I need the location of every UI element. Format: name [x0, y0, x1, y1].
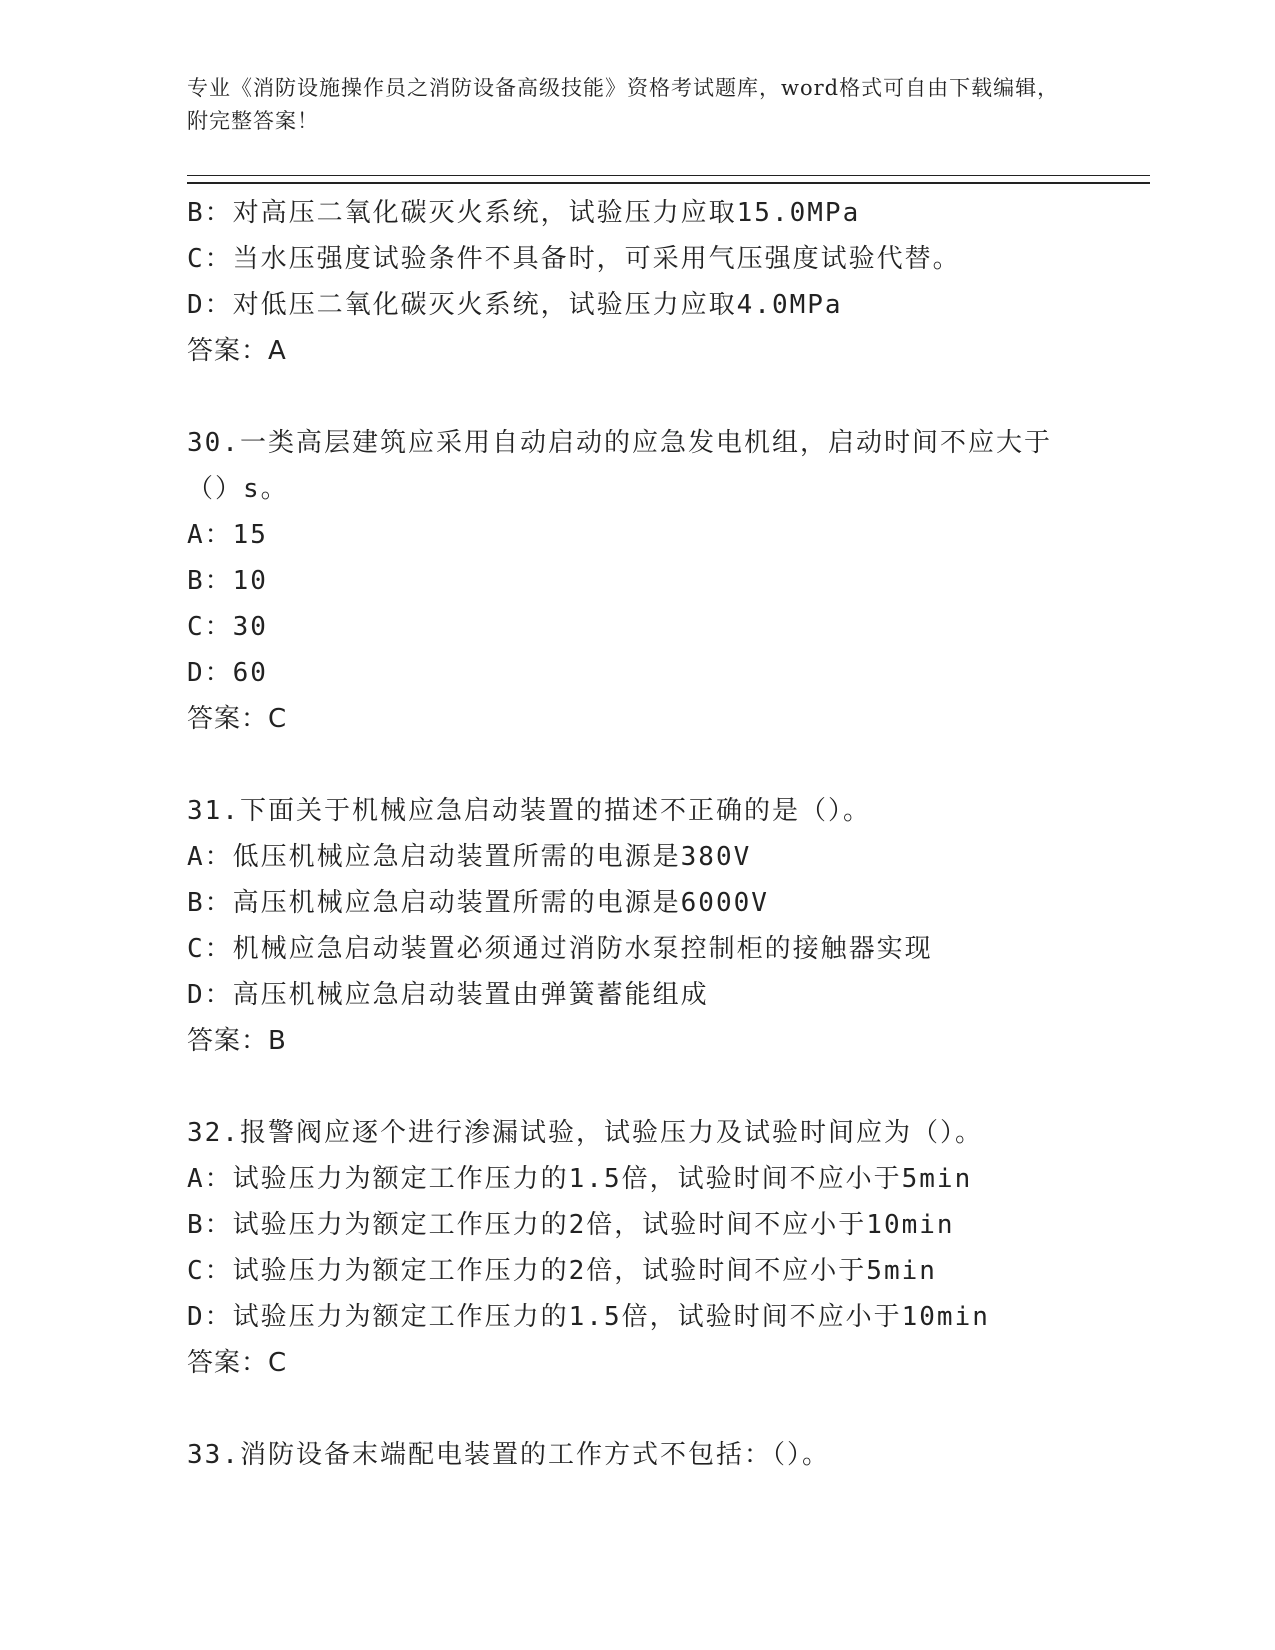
question-stem: 30.一类高层建筑应采用自动启动的应急发电机组，启动时间不应大于（）s。 — [187, 428, 1052, 504]
document-header: 专业《消防设施操作员之消防设备高级技能》资格考试题库，word格式可自由下载编辑，附完整答案！ — [187, 76, 1060, 133]
option-c: C：试验压力为额定工作压力的2倍，试验时间不应小于5min — [187, 1256, 937, 1286]
question-32 — [187, 1110, 1147, 1386]
option-c: C：当水压强度试验条件不具备时，可采用气压强度试验代替。 — [187, 244, 961, 274]
question-33 — [187, 1432, 1147, 1478]
option-a: A：低压机械应急启动装置所需的电源是380V — [187, 842, 752, 872]
question-31 — [187, 788, 1147, 1064]
option-d: D：试验压力为额定工作压力的1.5倍，试验时间不应小于10min — [187, 1302, 990, 1332]
answer: 答案：C — [187, 1348, 288, 1378]
question-29-tail — [187, 190, 1147, 374]
answer: 答案：A — [187, 336, 287, 366]
header-divider-thin — [187, 175, 1150, 176]
header-divider-thick — [187, 182, 1150, 184]
option-b: B：对高压二氧化碳灭火系统，试验压力应取15.0MPa — [187, 198, 861, 228]
spacer — [187, 742, 1147, 788]
question-stem: 31.下面关于机械应急启动装置的描述不正确的是（）。 — [187, 796, 871, 826]
option-d: D：对低压二氧化碳灭火系统，试验压力应取4.0MPa — [187, 290, 843, 320]
question-stem: 32.报警阀应逐个进行渗漏试验，试验压力及试验时间应为（）。 — [187, 1118, 983, 1148]
question-stem: 33.消防设备末端配电装置的工作方式不包括：（）。 — [187, 1440, 830, 1470]
option-d: D：高压机械应急启动装置由弹簧蓄能组成 — [187, 980, 709, 1010]
option-d: D：60 — [187, 658, 268, 688]
option-b: B：试验压力为额定工作压力的2倍，试验时间不应小于10min — [187, 1210, 955, 1240]
option-b: B：10 — [187, 566, 268, 596]
question-30 — [187, 420, 1147, 742]
answer: 答案：B — [187, 1026, 287, 1056]
spacer — [187, 1386, 1147, 1432]
option-c: C：30 — [187, 612, 268, 642]
option-a: A：试验压力为额定工作压力的1.5倍，试验时间不应小于5min — [187, 1164, 973, 1194]
spacer — [187, 374, 1147, 420]
option-b: B：高压机械应急启动装置所需的电源是6000V — [187, 888, 769, 918]
answer: 答案：C — [187, 704, 288, 734]
question-list — [187, 190, 1147, 1478]
spacer — [187, 1064, 1147, 1110]
option-c: C：机械应急启动装置必须通过消防水泵控制柜的接触器实现 — [187, 934, 933, 964]
option-a: A：15 — [187, 520, 268, 550]
